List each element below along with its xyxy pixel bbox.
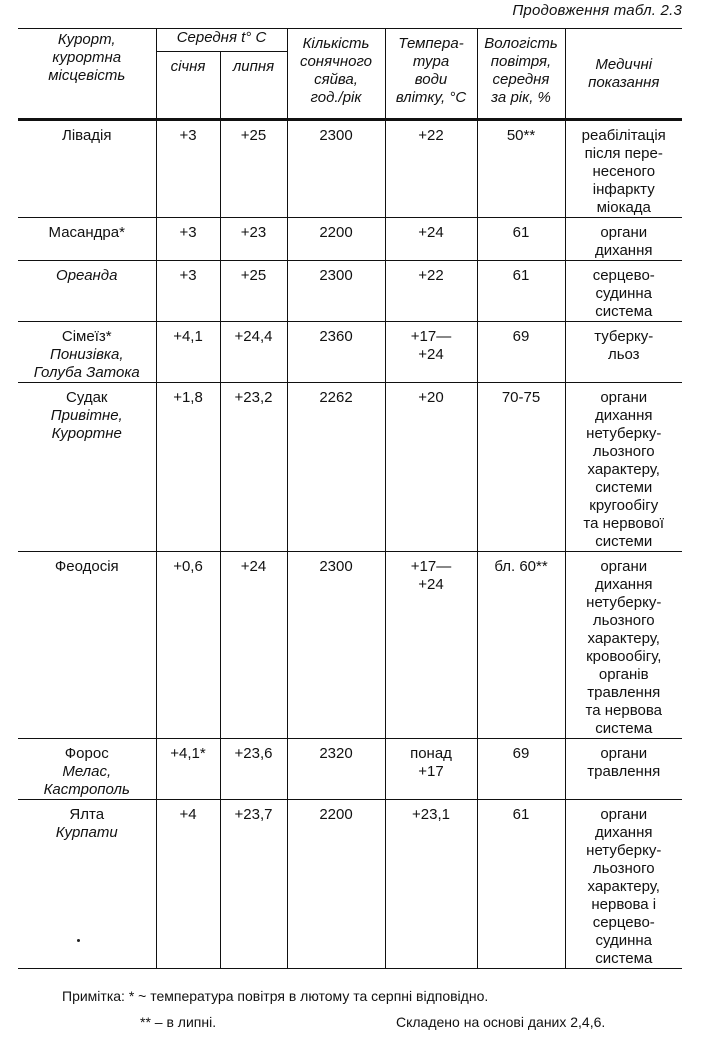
- indications-cell: органи дихання нетуберку- льозного характеру, кровообігу, органів травлення та нервова система: [565, 552, 682, 739]
- jan-temp-cell: +1,8: [156, 383, 220, 552]
- header-humidity: Вологість повітря, середня за рік, %: [477, 29, 565, 120]
- sunshine-cell: 2320: [287, 739, 385, 800]
- humidity-cell: 70-75: [477, 383, 565, 552]
- footnote-july: ** – в липні.: [140, 1014, 217, 1030]
- header-jan: січня: [156, 52, 220, 120]
- sunshine-cell: 2200: [287, 218, 385, 261]
- indications-cell: реабілітація після пере- несеного інфаркту міокада: [565, 120, 682, 218]
- jul-temp-cell: +25: [220, 120, 287, 218]
- table-row: [18, 739, 682, 800]
- water-temp-cell: +17— +24: [385, 552, 477, 739]
- water-temp-cell: +17— +24: [385, 322, 477, 383]
- water-temp-cell: +22: [385, 120, 477, 218]
- jul-temp-cell: +25: [220, 261, 287, 322]
- indications-cell: органи травлення: [565, 739, 682, 800]
- humidity-cell: 69: [477, 322, 565, 383]
- footnote-temperature: Примітка: * ~ температура повітря в лютому та серпні відповідно.: [62, 988, 489, 1004]
- resort-name-cell: Феодосія: [18, 552, 156, 739]
- table-row: [18, 261, 682, 322]
- indications-cell: туберку- льоз: [565, 322, 682, 383]
- resort-name-cell: Судак Привітне, Курортне: [18, 383, 156, 552]
- table-row: [18, 218, 682, 261]
- jul-temp-cell: +23: [220, 218, 287, 261]
- resort-name-cell: Сімеїз* Понизівка, Голуба Затока: [18, 322, 156, 383]
- header-resort: Курорт, курортна місцевість: [18, 29, 156, 120]
- jan-temp-cell: +3: [156, 218, 220, 261]
- indications-cell: органи дихання нетуберку- льозного характеру, нервова і серцево- судинна система: [565, 800, 682, 969]
- table-row: [18, 322, 682, 383]
- water-temp-cell: +20: [385, 383, 477, 552]
- jul-temp-cell: +24,4: [220, 322, 287, 383]
- table-row: [18, 120, 682, 218]
- sunshine-cell: 2300: [287, 261, 385, 322]
- header-sunshine: Кількість сонячного сяйва, год./рік: [287, 29, 385, 120]
- header-avg-temp: Середня t° C: [156, 29, 287, 52]
- print-speck: [77, 939, 80, 942]
- jul-temp-cell: +24: [220, 552, 287, 739]
- table-caption: Продовження табл. 2.3: [512, 2, 682, 19]
- indications-cell: серцево- судинна система: [565, 261, 682, 322]
- header-jul: липня: [220, 52, 287, 120]
- sunshine-cell: 2360: [287, 322, 385, 383]
- humidity-cell: 61: [477, 218, 565, 261]
- jan-temp-cell: +4: [156, 800, 220, 969]
- table-row: [18, 552, 682, 739]
- jan-temp-cell: +0,6: [156, 552, 220, 739]
- water-temp-cell: +22: [385, 261, 477, 322]
- jan-temp-cell: +3: [156, 120, 220, 218]
- table-row: [18, 383, 682, 552]
- sunshine-cell: 2200: [287, 800, 385, 969]
- header-water-temp: Темпера- тура води влітку, °С: [385, 29, 477, 120]
- water-temp-cell: +23,1: [385, 800, 477, 969]
- humidity-cell: 50**: [477, 120, 565, 218]
- sunshine-cell: 2262: [287, 383, 385, 552]
- humidity-cell: бл. 60**: [477, 552, 565, 739]
- header-indications: Медичні показання: [565, 29, 682, 120]
- jul-temp-cell: +23,7: [220, 800, 287, 969]
- humidity-cell: 61: [477, 800, 565, 969]
- jan-temp-cell: +3: [156, 261, 220, 322]
- indications-cell: органи дихання: [565, 218, 682, 261]
- resort-name-cell: Форос Мелас, Кастрополь: [18, 739, 156, 800]
- resort-name-cell: Ялта Курпати: [18, 800, 156, 969]
- humidity-cell: 69: [477, 739, 565, 800]
- sunshine-cell: 2300: [287, 552, 385, 739]
- resort-name-cell: Лівадія: [18, 120, 156, 218]
- resort-name-cell: Масандра*: [18, 218, 156, 261]
- water-temp-cell: понад +17: [385, 739, 477, 800]
- jul-temp-cell: +23,6: [220, 739, 287, 800]
- indications-cell: органи дихання нетуберку- льозного характеру, системи кругообігу та нервової системи: [565, 383, 682, 552]
- humidity-cell: 61: [477, 261, 565, 322]
- jul-temp-cell: +23,2: [220, 383, 287, 552]
- source-note: Складено на основі даних 2,4,6.: [396, 1014, 606, 1030]
- resort-name-cell: Ореанда: [18, 261, 156, 322]
- jan-temp-cell: +4,1: [156, 322, 220, 383]
- resorts-table: [18, 28, 682, 969]
- water-temp-cell: +24: [385, 218, 477, 261]
- table-row: [18, 800, 682, 969]
- jan-temp-cell: +4,1*: [156, 739, 220, 800]
- sunshine-cell: 2300: [287, 120, 385, 218]
